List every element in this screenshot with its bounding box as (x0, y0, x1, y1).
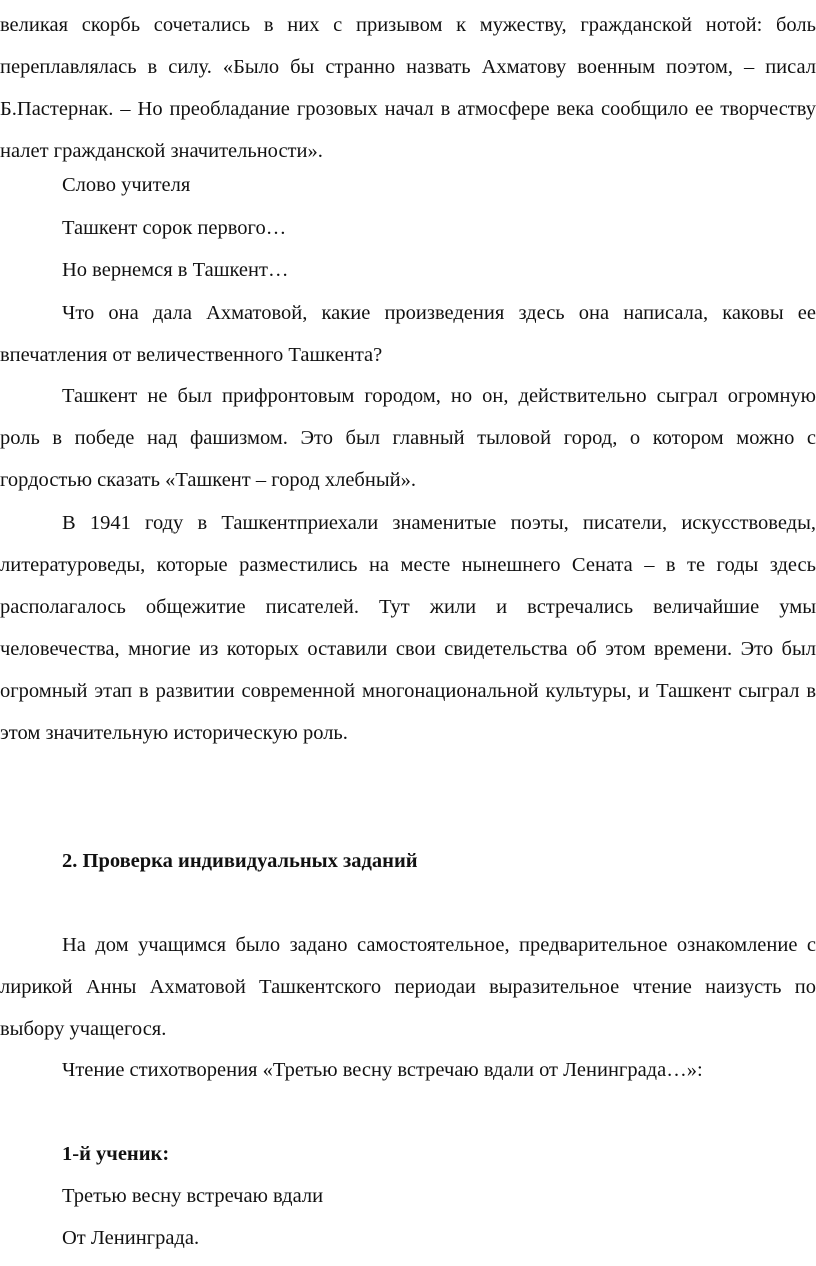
paragraph-reading-poem: Чтение стихотворения «Третью весну встречаю вдали от Ленинграда…»: (62, 1059, 703, 1081)
paragraph-pasternak-quote: великая скорбь сочетались в них с призывом к мужеству, гражданской нотой: боль переплавлялась в силу. «Было бы странно назвать Ахматову военным поэтом, – писал Б.Пастернак. – Но преобладание грозовых начал в атмосфере века сообщило ее творчеству налет гражданской значительности». (0, 14, 816, 162)
paragraph-question: Что она дала Ахматовой, какие произведения здесь она написала, каковы ее впечатления от величественного Ташкента? (0, 302, 816, 366)
paragraph-tashkent-41: Ташкент сорок первого… (62, 217, 287, 239)
student-label: 1-й ученик: (62, 1143, 170, 1165)
paragraph-teacher-word: Слово учителя (62, 174, 191, 196)
paragraph-homework: На дом учащимся было задано самостоятельное, предварительное ознакомление с лирикой Анны Ахматовой Ташкентского периодаи выразительное чтение наизусть по выбору учащегося. (0, 934, 816, 1040)
section-heading-2: 2. Проверка индивидуальных заданий (62, 850, 418, 872)
paragraph-tashkent-role: Ташкент не был прифронтовым городом, но он, действительно сыграл огромную роль в победе над фашизмом. Это был главный тыловой город, о котором можно с гордостью сказать «Ташкент – город хлебный». (0, 385, 816, 491)
verse-line-2: От Ленинграда. (62, 1227, 200, 1249)
paragraph-return-tashkent: Но вернемся в Ташкент… (62, 259, 289, 281)
paragraph-1941: В 1941 году в Ташкентприехали знаменитые поэты, писатели, искусствоведы, литературоведы, которые разместились на месте нынешнего Сената – в те годы здесь располагалось общежитие писателей. Тут жили и встречались величайшие умы человечества, многие из которых оставили свои свидетельства об этом времени. Это был огромный этап в развитии современной многонациональной культуры, и Ташкент сыграл в этом значительную историческую роль. (0, 512, 816, 744)
verse-line-1: Третью весну встречаю вдали (62, 1185, 324, 1207)
